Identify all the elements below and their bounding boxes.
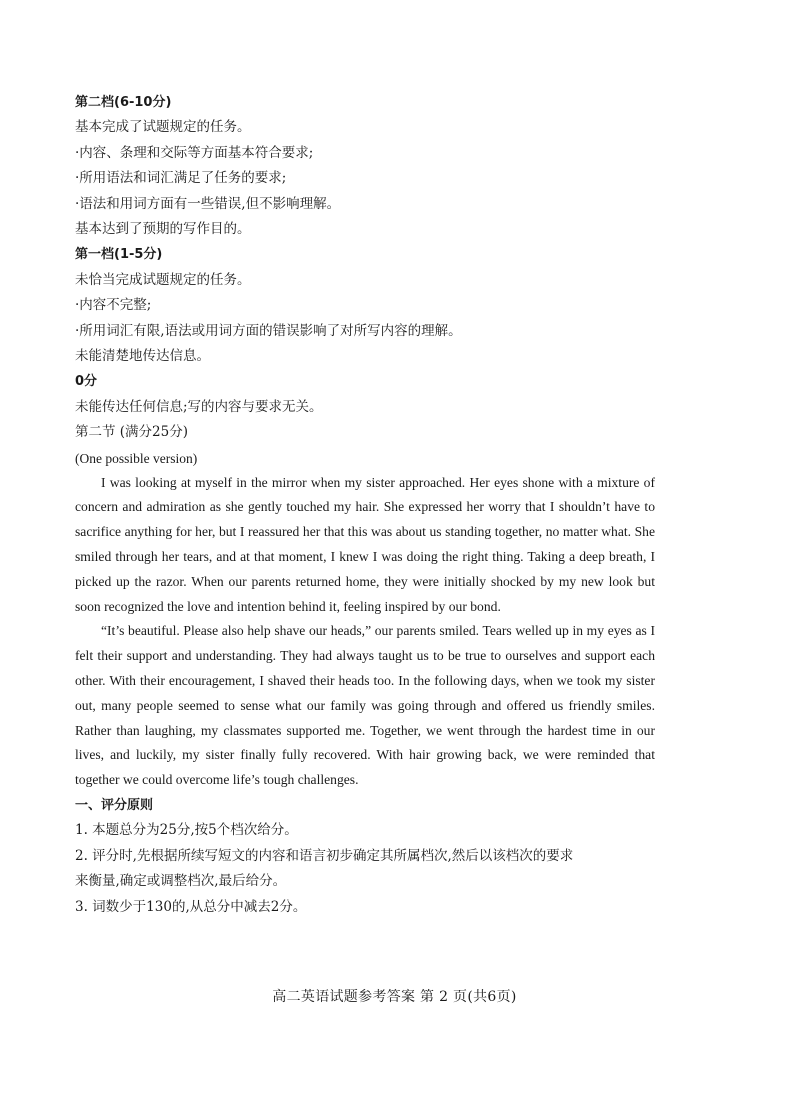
tier2-line: ·内容、条理和交际等方面基本符合要求; xyxy=(75,144,314,161)
tier1-line: ·所用词汇有限,语法或用词方面的错误影响了对所写内容的理解。 xyxy=(75,322,462,339)
tier1-line: 未恰当完成试题规定的任务。 xyxy=(75,271,251,288)
principles-item: 2. 评分时,先根据所续写短文的内容和语言初步确定其所属档次,然后以该档次的要求 xyxy=(75,847,574,864)
tier2-heading: 第二档(6-10分) xyxy=(75,95,172,110)
tier2-line: ·所用语法和词汇满足了任务的要求; xyxy=(75,170,287,187)
tier0-heading: 0分 xyxy=(75,374,98,390)
document-body xyxy=(75,90,655,920)
principles-item: 来衡量,确定或调整档次,最后给分。 xyxy=(75,873,287,890)
essay-paragraph-2: “It’s beautiful. Please also help shave our heads,” our parents smiled. Tears welled up in my eyes as I felt their support and understanding. They had always taught us to be true to ourselves and support each other. With their encouragement, I shaved their heads too. In the following days, when we took my sister out, many people seemed to sense what our family was going through and offered us friendly smiles. Rather than laughing, my classmates supported me. Together, we went through the hardest time in our lives, and luckily, my sister finally fully recovered. With hair growing back, we were reminded that together we could overcome life’s tough challenges. xyxy=(75,623,655,788)
tier1-heading: 第一档(1-5分) xyxy=(75,247,163,263)
principles-item: 3. 词数少于130的,从总分中减去2分。 xyxy=(75,898,307,915)
tier0-line: 未能传达任何信息;写的内容与要求无关。 xyxy=(75,398,323,415)
tier1-line: ·内容不完整; xyxy=(75,297,152,314)
principles-item: 1. 本题总分为25分,按5个档次给分。 xyxy=(75,822,298,839)
principles-heading: 一、评分原则 xyxy=(75,798,154,814)
tier2-line: 基本达到了预期的写作目的。 xyxy=(75,221,251,238)
tier2-line: ·语法和用词方面有一些错误,但不影响理解。 xyxy=(75,195,341,212)
tier1-line: 未能清楚地传达信息。 xyxy=(75,348,210,365)
essay-paragraph-1: I was looking at myself in the mirror when my sister approached. Her eyes shone with a mixture of concern and admiration as she gently touched my hair. She expressed her worry that I shouldn’t have to sacrifice anything for her, but I reassured her that this was about us standing together, no matter what. She smiled through her tears, and at that moment, I knew I was doing the right thing. Taking a deep breath, I picked up the razor. When our parents returned home, they were initially shocked by my new look but soon recognized the love and intention behind it, feeling inspired by our bond. xyxy=(75,474,655,614)
tier2-line: 基本完成了试题规定的任务。 xyxy=(75,119,251,136)
version-label: (One possible version) xyxy=(75,450,198,466)
section2-title: 第二节 (满分25分) xyxy=(75,424,189,441)
page-footer: 高二英语试题参考答案 第 2 页(共6页) xyxy=(272,989,517,1005)
